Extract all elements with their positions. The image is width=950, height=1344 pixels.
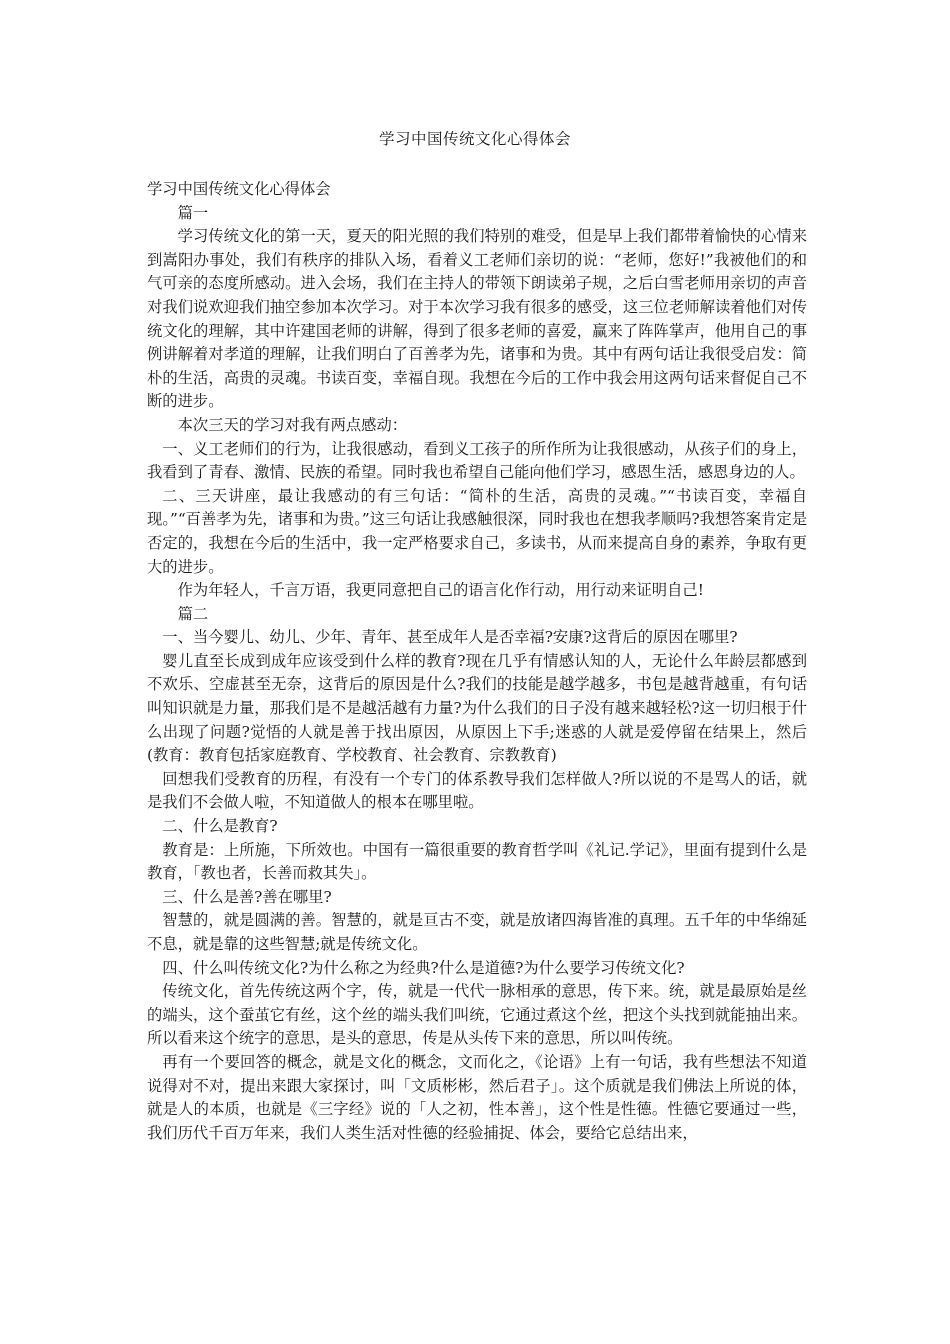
- paragraph: 传统文化，首先传统这两个字，传，就是一代代一脉相承的意思，传下来。统，就是最原始是丝的端头，这个蚕茧它有丝，这个丝的端头我们叫统，它通过煮这个丝，把这个头找到就能抽出来。所以看来这个统字的意思，是头的意思，传是从头传下来的意思，所以叫传统。: [147, 982, 807, 1048]
- paragraph: 二、三天讲座，最让我感动的有三句话：“简朴的生活，高贵的灵魂。”“书读百变，幸福自现。”“百善孝为先，诸事和为贵。”这三句话让我感触很深，同时我也在想我孝顺吗?我想答案肯定是否定的，我想在今后的生活中，我一定严格要求自己，多读书，从而来提高自身的素养，争取有更大的进步。: [147, 486, 807, 576]
- paragraph: 本次三天的学习对我有两点感动：: [177, 415, 408, 434]
- paragraph: 二、什么是教育?: [162, 817, 278, 836]
- paragraph: 智慧的，就是圆满的善。智慧的，就是亘古不变，就是放诸四海皆准的真理。五千年的中华绵延不息，就是靠的这些智慧;就是传统文化。: [147, 911, 807, 953]
- paragraph: 再有一个要回答的概念，就是文化的概念，文而化之，《论语》上有一句话，我有些想法不知道说得对不对，提出来跟大家探讨，叫「文质彬彬，然后君子」。这个质就是我们佛法上所说的体，就是人的本质，也就是《三字经》说的「人之初，性本善」，这个性是性德。性德它要通过一些，我们历代千百万年来，我们人类生活对性德的经验捕捉、体会，要给它总结出来，: [147, 1052, 807, 1142]
- document-body: [147, 178, 807, 1145]
- section-heading: 篇一: [177, 203, 209, 222]
- paragraph: 回想我们受教育的历程，有没有一个专门的体系教导我们怎样做人?所以说的不是骂人的话，就是我们不会做人啦，不知道做人的根本在哪里啦。: [147, 769, 807, 812]
- section-heading: 篇二: [177, 604, 209, 623]
- document-title: 学习中国传统文化心得体会: [378, 130, 571, 148]
- paragraph: 学习传统文化的第一天，夏天的阳光照的我们特别的难受，但是早上我们都带着愉快的心情来到嵩阳办事处，我们有秩序的排队入场，看着义工老师们亲切的说：“老师，您好!”我被他们的和气可亲的态度所感动。进入会场，我们在主持人的带领下朗读弟子规，之后白雪老师用亲切的声音对我们说欢迎我们抽空参加本次学习。对于本次学习我有很多的感受，这三位老师解读着他们对传统文化的理解，其中许建国老师的讲解，得到了很多老师的喜爱，赢来了阵阵掌声，他用自己的事例讲解着对孝道的理解，让我们明白了百善孝为先，诸事和为贵。其中有两句话让我很受启发：简朴的生活，高贵的灵魂。书读百变，幸福自现。我想在今后的工作中我会用这两句话来督促自己不断的进步。: [147, 227, 807, 411]
- paragraph: 三、什么是善?善在哪里?: [162, 887, 332, 906]
- paragraph: 一、当今婴儿、幼儿、少年、青年、甚至成年人是否幸福?安康?这背后的原因在哪里?: [162, 628, 738, 647]
- paragraph: 一、义工老师们的行为，让我很感动，看到义工孩子的所作所为让我很感动，从孩子们的身上，我看到了青春、激情、民族的希望。同时我也希望自己能向他们学习，感恩生活，感恩身边的人。: [147, 439, 807, 482]
- paragraph: 婴儿直至长成到成年应该受到什么样的教育?现在几乎有情感认知的人，无论什么年龄层都感到不欢乐、空虚甚至无奈，这背后的原因是什么?我们的技能是越学越多，书包是越背越重，有句话叫知识就是力量，那我们是不是越活越有力量?为什么我们的日子没有越来越轻松?这一切归根于什么出现了问题?觉悟的人就是善于找出原因，从原因上下手;迷惑的人就是爱停留在结果上，然后(教育：教育包括家庭教育、学校教育、社会教育、宗教教育): [147, 651, 807, 765]
- paragraph: 作为年轻人，千言万语，我更同意把自己的语言化作行动，用行动来证明自己!: [177, 581, 704, 600]
- paragraph: 教育是：上所施，下所效也。中国有一篇很重要的教育哲学叫《礼记.学记》，里面有提到什么是教育，「教也者，长善而救其失」。: [147, 840, 807, 883]
- paragraph: 学习中国传统文化心得体会: [147, 180, 331, 198]
- paragraph: 四、什么叫传统文化?为什么称之为经典?什么是道德?为什么要学习传统文化?: [162, 958, 685, 977]
